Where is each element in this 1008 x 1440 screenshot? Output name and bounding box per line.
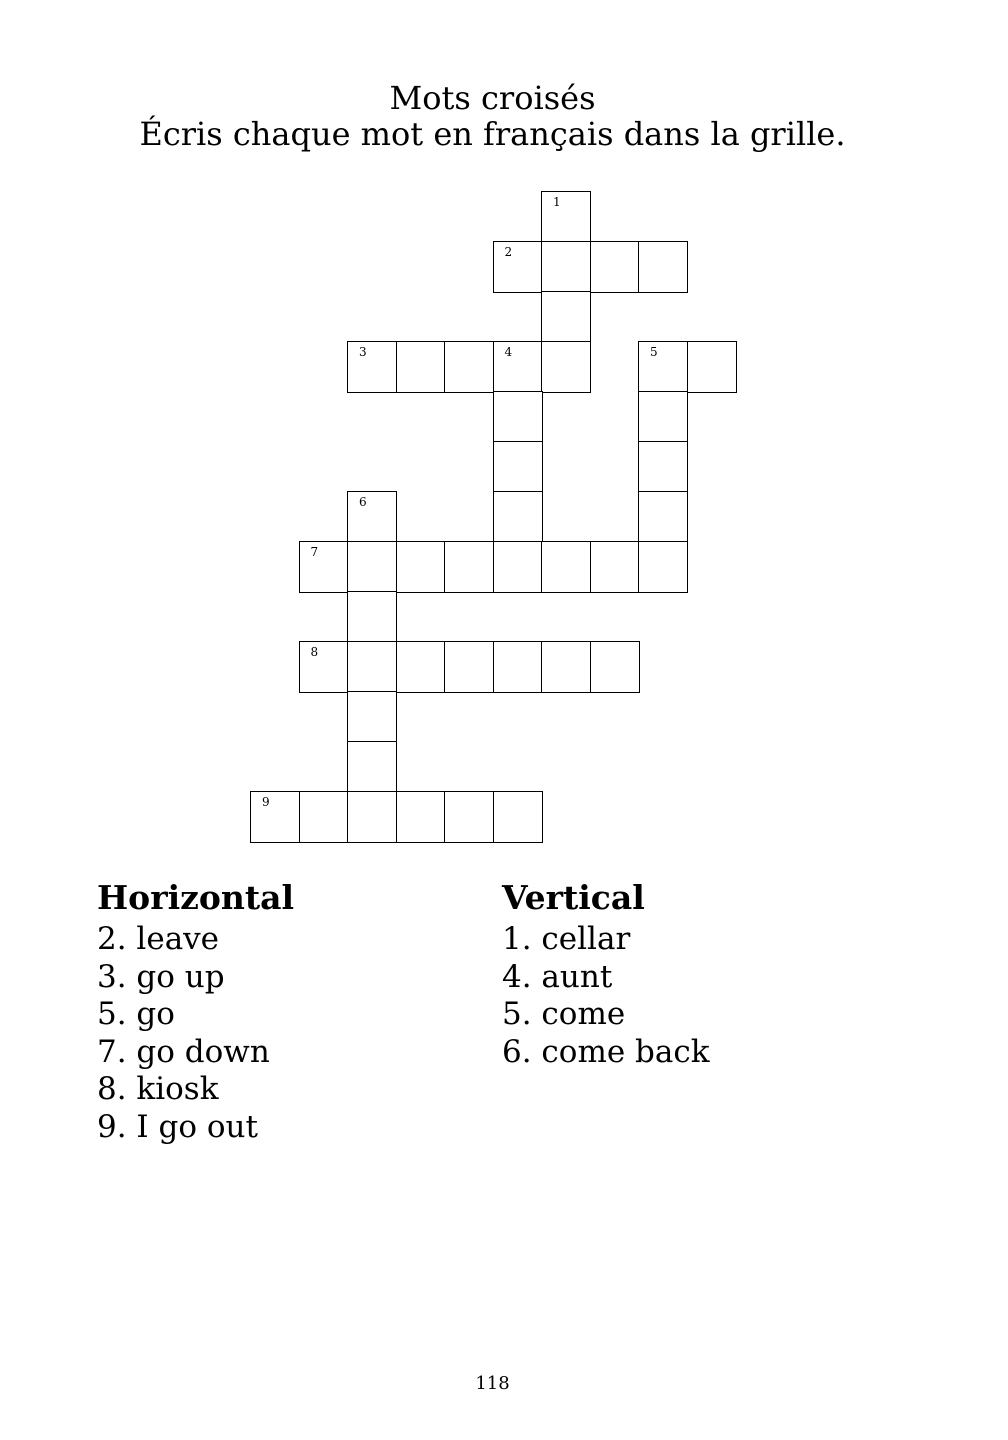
clue-number: 4 <box>504 345 513 359</box>
clue-item: 4. aunt <box>502 958 613 995</box>
crossword-cell[interactable] <box>590 241 640 293</box>
crossword-cell[interactable] <box>396 341 446 393</box>
clue-number: 2 <box>504 245 513 259</box>
horizontal-clues <box>97 878 294 1146</box>
crossword-cell[interactable] <box>541 291 591 343</box>
page-title: Mots croisés <box>389 79 596 117</box>
clue-item: 5. come <box>502 996 626 1032</box>
crossword-cell[interactable] <box>444 341 494 393</box>
clue-item: 7. go down <box>97 1033 270 1070</box>
clue-number: 6 <box>359 495 367 509</box>
crossword-cell[interactable] <box>493 541 543 593</box>
crossword-cell[interactable] <box>638 341 688 393</box>
vertical-heading: Vertical <box>502 878 645 917</box>
crossword-cell[interactable] <box>250 791 300 843</box>
crossword-cell[interactable] <box>299 641 349 693</box>
clue-item: 8. kiosk <box>97 1071 219 1107</box>
crossword-cell[interactable] <box>493 341 543 393</box>
crossword-cell[interactable] <box>299 791 349 843</box>
crossword-cell[interactable] <box>347 691 397 743</box>
crossword-cell[interactable] <box>493 641 543 693</box>
crossword-cell[interactable] <box>590 641 640 693</box>
crossword-cell[interactable] <box>347 341 397 393</box>
crossword-cell[interactable] <box>444 541 494 593</box>
clue-number: 7 <box>310 545 319 559</box>
crossword-cell[interactable] <box>687 341 737 393</box>
clue-number: 9 <box>262 795 270 809</box>
clue-number: 8 <box>310 645 319 659</box>
crossword-cell[interactable] <box>493 441 543 493</box>
crossword-cell[interactable] <box>444 791 494 843</box>
crossword-cell[interactable] <box>638 241 688 293</box>
crossword-cell[interactable] <box>347 791 397 843</box>
crossword-cell[interactable] <box>396 541 446 593</box>
clue-number: 3 <box>359 345 367 359</box>
crossword-cell[interactable] <box>493 791 543 843</box>
crossword-cell[interactable] <box>638 491 688 543</box>
crossword-cell[interactable] <box>299 541 349 593</box>
crossword-cell[interactable] <box>541 641 591 693</box>
crossword-cell[interactable] <box>541 341 591 393</box>
clue-item: 5. go <box>97 996 175 1032</box>
crossword-cell[interactable] <box>638 441 688 493</box>
clue-number: 1 <box>553 195 561 209</box>
clue-item: 6. come back <box>502 1033 710 1070</box>
clue-number: 5 <box>650 345 658 359</box>
instruction-text: Écris chaque mot en français dans la grille. <box>139 115 846 153</box>
crossword-cell[interactable] <box>347 541 397 593</box>
crossword-cell[interactable] <box>347 741 397 793</box>
horizontal-heading: Horizontal <box>97 878 295 917</box>
page-number: 118 <box>475 1373 510 1394</box>
crossword-cell[interactable] <box>590 541 640 593</box>
crossword-cell[interactable] <box>493 491 543 543</box>
crossword-cell[interactable] <box>347 491 397 543</box>
crossword-cell[interactable] <box>638 541 688 593</box>
clue-item: 1. cellar <box>502 921 631 957</box>
clue-item: 2. leave <box>97 921 220 957</box>
crossword-cell[interactable] <box>638 391 688 443</box>
crossword-cell[interactable] <box>541 191 591 243</box>
clue-item: 9. I go out <box>97 1108 258 1145</box>
crossword-cell[interactable] <box>347 591 397 643</box>
vertical-clues <box>502 878 710 1071</box>
crossword-cell[interactable] <box>347 641 397 693</box>
crossword-cell[interactable] <box>541 541 591 593</box>
crossword-cell[interactable] <box>493 391 543 443</box>
crossword-cell[interactable] <box>396 641 446 693</box>
crossword-cell[interactable] <box>396 791 446 843</box>
clue-item: 3. go up <box>97 958 225 995</box>
crossword-cell[interactable] <box>541 241 591 293</box>
crossword-cell[interactable] <box>493 241 543 293</box>
crossword-cell[interactable] <box>444 641 494 693</box>
